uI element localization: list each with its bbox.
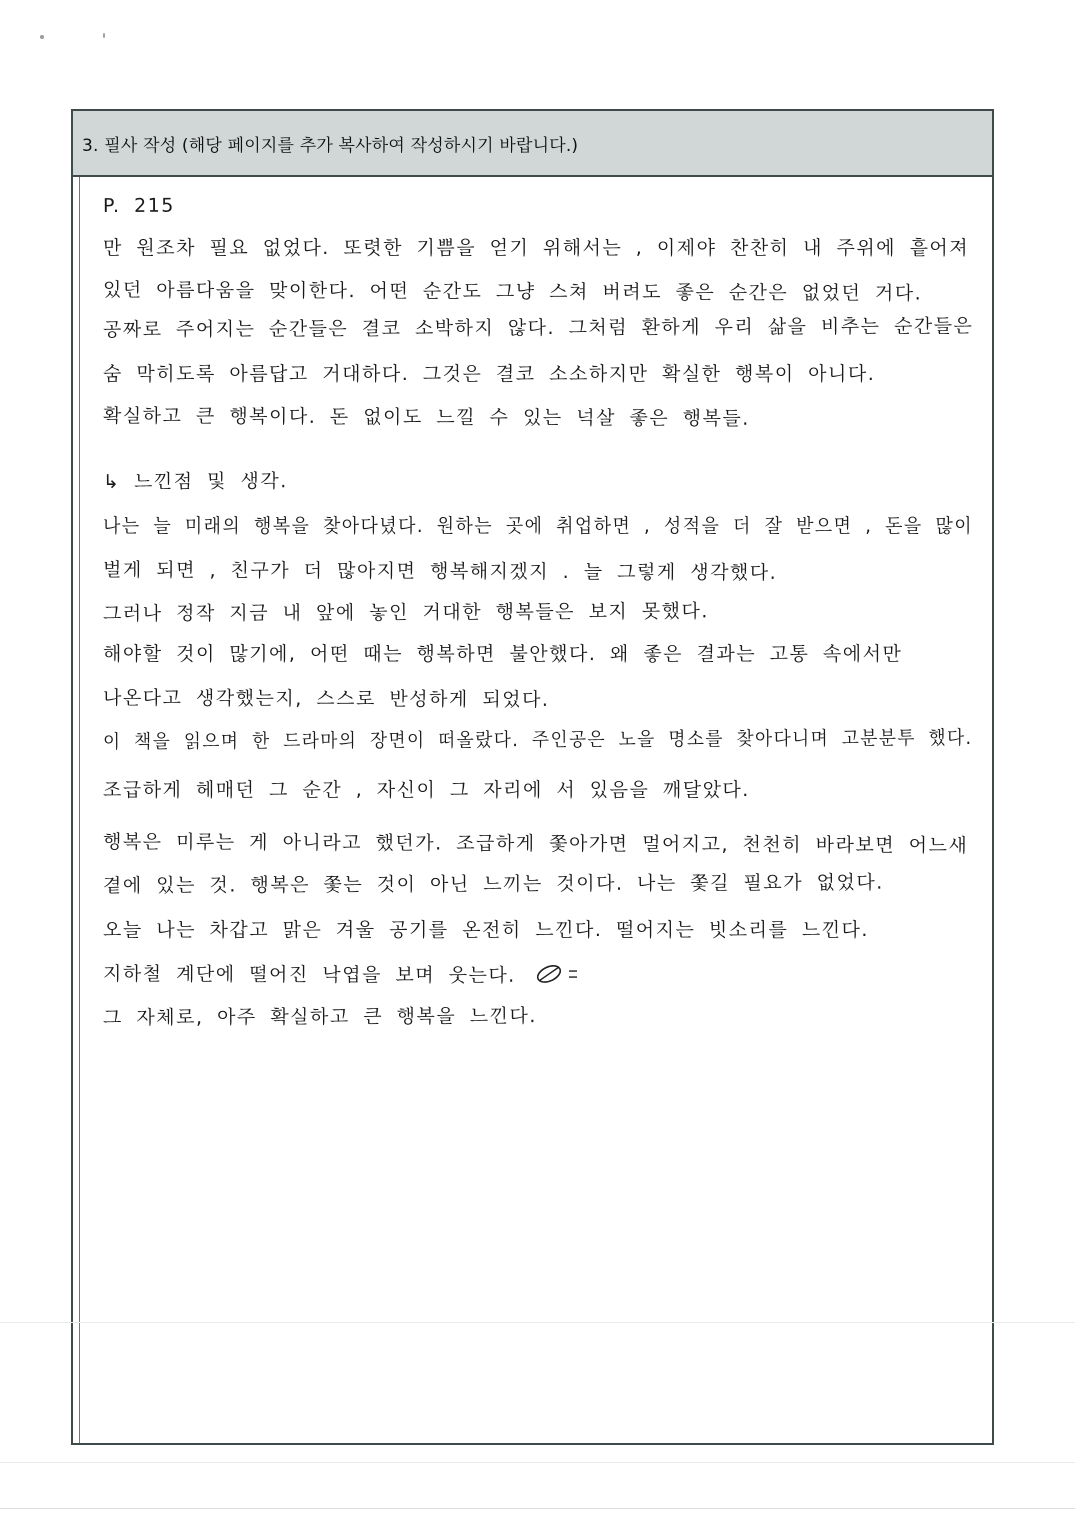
scan-speck: [40, 35, 44, 39]
transcription-line: 숨 막히도록 아름답고 거대하다. 그것은 결코 소소하지만 확실한 행복이 아니다.: [103, 363, 876, 385]
scan-artifact-line: [0, 1462, 1075, 1463]
transcription-line: 만 원조차 필요 없었다. 또렷한 기쁨을 얻기 위해서는 , 이제야 찬찬히 내 주위에 흩어져: [103, 237, 970, 259]
reflection-line: 해야할 것이 많기에, 어떤 때는 행복하면 불안했다. 왜 좋은 결과는 고통 속에서만: [103, 643, 903, 665]
reflection-line: 곁에 있는 것. 행복은 쫓는 것이 아닌 느끼는 것이다. 나는 쫓길 필요가 없었다.: [102, 871, 884, 897]
transcription-line: 공짜로 주어지는 순간들은 결코 소박하지 않다. 그처럼 환하게 우리 삶을 비추는 순간들은: [102, 315, 974, 341]
reflection-line: 벌게 되면 , 친구가 더 많아지면 행복해지겠지 . 늘 그렇게 생각했다.: [102, 559, 778, 584]
reflection-line: 그 자체로, 아주 확실하고 큰 행복을 느낀다.: [102, 1005, 537, 1029]
reflection-line-with-doodle: [103, 959, 583, 991]
scan-artifact-line: [0, 1322, 1075, 1323]
transcription-line: 있던 아름다움을 맞이한다. 어떤 순간도 그냥 스쳐 버려도 좋은 순간은 없었던 거다.: [102, 279, 923, 305]
transcription-form: [71, 109, 994, 1445]
reflection-line: 조급하게 헤매던 그 순간 , 자신이 그 자리에 서 있음을 깨달았다.: [103, 779, 750, 801]
reflection-line: 나온다고 생각했는지, 스스로 반성하게 되었다.: [102, 687, 550, 711]
page-reference: P. 215: [102, 194, 175, 217]
leaf-doodle-icon: [535, 962, 583, 991]
form-header-title: 3. 필사 작성 (해당 페이지를 추가 복사하여 작성하시기 바랍니다.): [82, 135, 579, 156]
scan-artifact-line: [0, 1508, 1075, 1509]
reflection-line: 지하철 계단에 떨어진 낙엽을 보며 웃는다.: [102, 963, 516, 987]
reflection-line: 행복은 미루는 게 아니라고 했던가. 조급하게 쫓아가면 멀어지고, 천천히 바라보면 어느새: [102, 831, 969, 857]
reflection-heading: ↳ 느낀점 및 생각.: [102, 470, 288, 493]
reflection-line: 나는 늘 미래의 행복을 찾아다녔다. 원하는 곳에 취업하면 , 성적을 더 잘 받으면 , 돈을 많이: [103, 515, 973, 537]
reflection-line: 이 책을 읽으며 한 드라마의 장면이 떠올랐다. 주인공은 노을 명소를 찾아다니며 고분분투 했다.: [102, 726, 973, 753]
scan-speck: [103, 33, 105, 38]
inner-margin-rule: [79, 177, 80, 1443]
form-header: [73, 111, 992, 177]
reflection-line: 오늘 나는 차갑고 맑은 겨울 공기를 온전히 느낀다. 떨어지는 빗소리를 느낀다.: [103, 919, 869, 941]
transcription-line: 확실하고 큰 행복이다. 돈 없이도 느낄 수 있는 넉살 좋은 행복들.: [102, 405, 750, 430]
reflection-line: 그러나 정작 지금 내 앞에 놓인 거대한 행복들은 보지 못했다.: [102, 600, 709, 625]
